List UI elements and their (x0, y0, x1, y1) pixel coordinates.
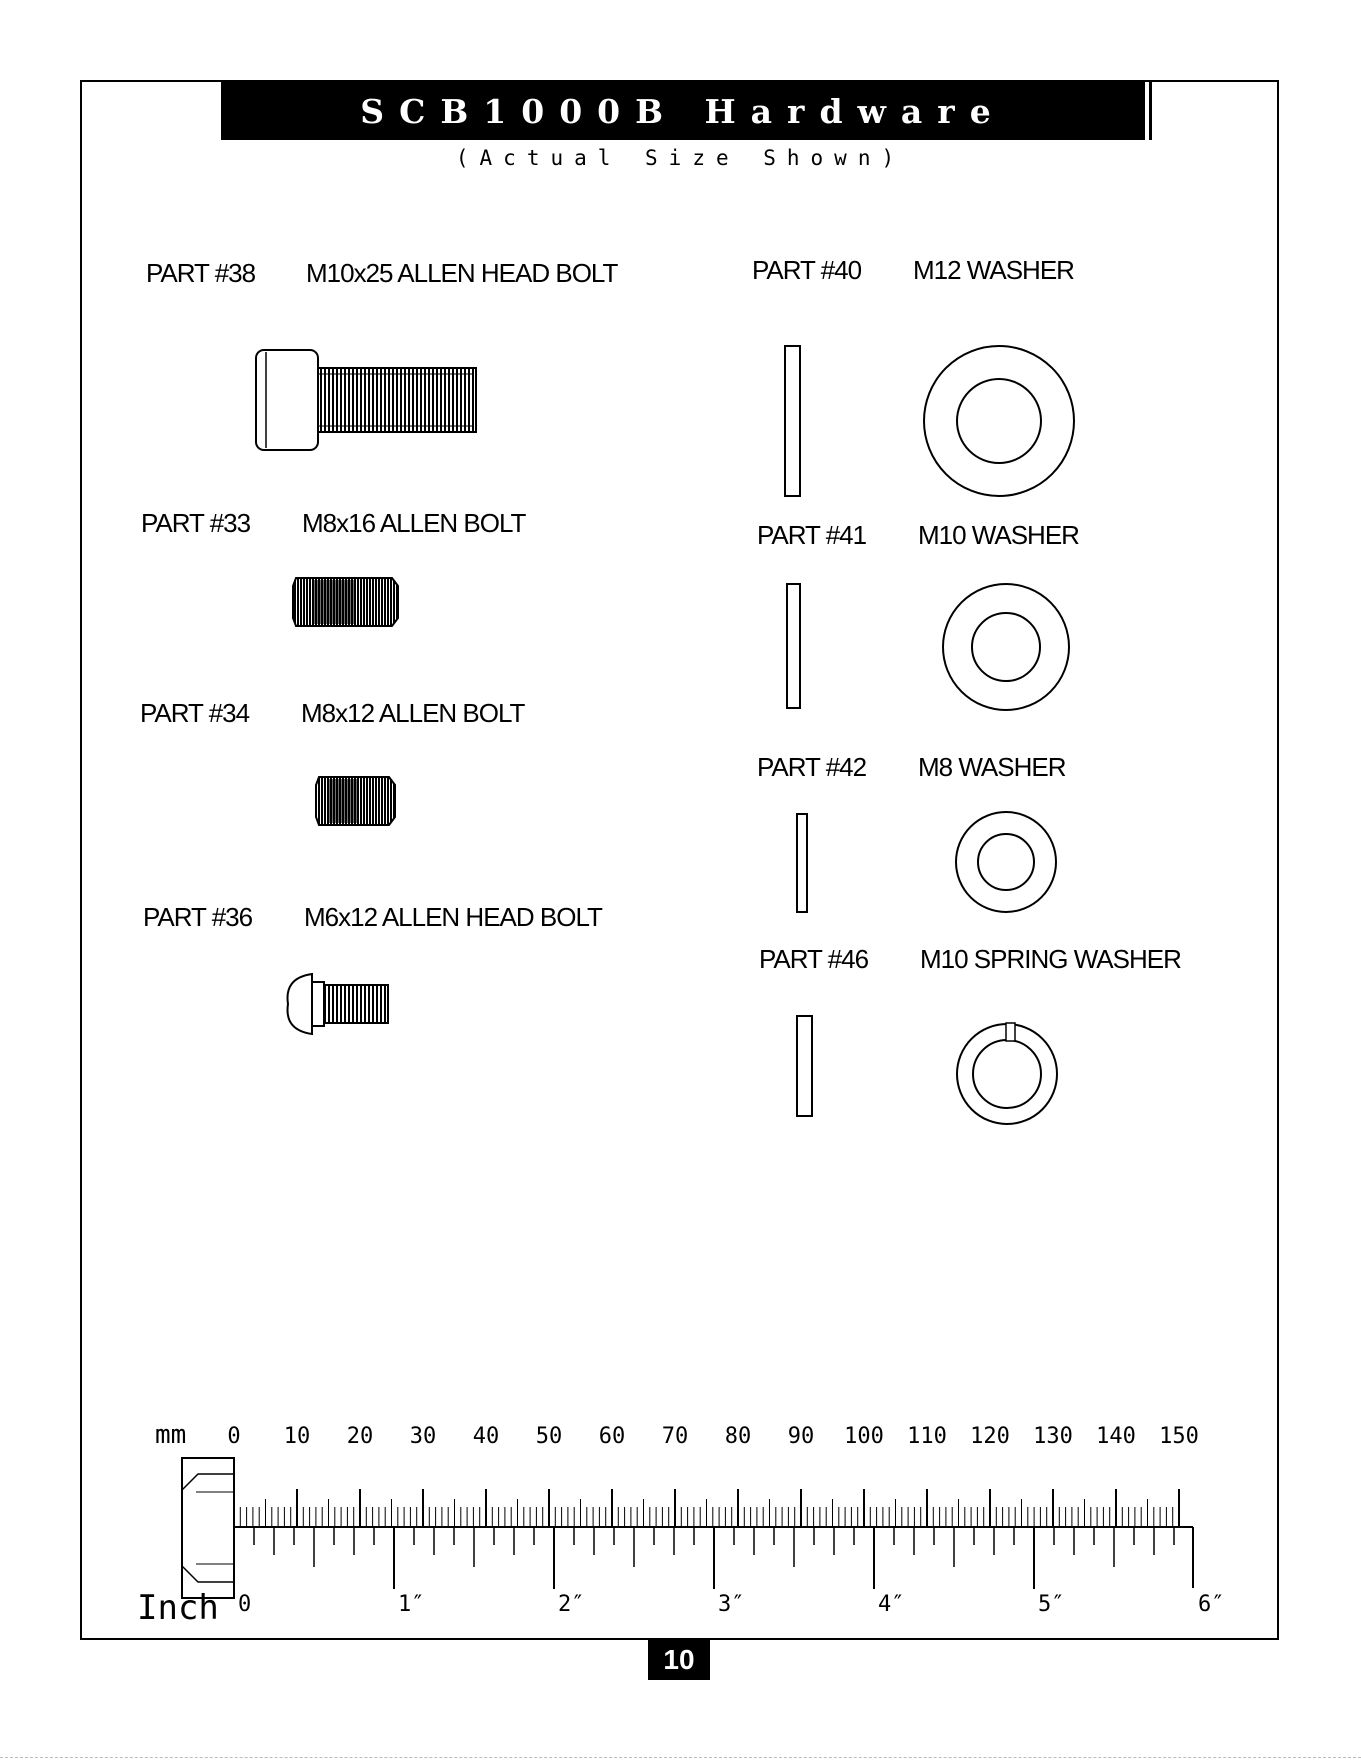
mm-tick-label: 40 (472, 1424, 500, 1449)
page-number: 10 (648, 1640, 710, 1680)
inch-tick-label: 6″ (1198, 1592, 1225, 1617)
part-number: PART #46 (759, 944, 869, 974)
inch-tick-label: 5″ (1038, 1592, 1065, 1617)
page-subtitle: (Actual Size Shown) (455, 146, 906, 170)
part-name: M8x16 ALLEN BOLT (302, 508, 526, 538)
mm-tick-label: 30 (409, 1424, 437, 1449)
part-name: M8 WASHER (918, 752, 1066, 782)
m10-spring-washer-icon (797, 1016, 1057, 1124)
measurement-ruler (182, 1458, 1193, 1598)
part-name: M6x12 ALLEN HEAD BOLT (304, 902, 602, 932)
mm-tick-label: 80 (724, 1424, 752, 1449)
part-name: M12 WASHER (913, 255, 1074, 285)
part-name: M8x12 ALLEN BOLT (301, 698, 525, 728)
inch-tick-label: 2″ (558, 1592, 585, 1617)
m8x12-allen-bolt-icon (316, 777, 395, 825)
mm-tick-label: 140 (1096, 1424, 1136, 1449)
m10-washer-icon (787, 584, 1069, 710)
mm-tick-label: 120 (970, 1424, 1010, 1449)
m12-washer-icon (785, 346, 1074, 496)
hex-bolt-head-icon (182, 1458, 234, 1598)
mm-tick-label: 110 (907, 1424, 947, 1449)
m8x16-allen-bolt-icon (293, 578, 398, 626)
m8-washer-icon (797, 812, 1056, 912)
inch-tick-label: 1″ (398, 1592, 425, 1617)
m6x12-allen-head-bolt-icon (288, 974, 389, 1034)
inch-tick-label: 4″ (878, 1592, 905, 1617)
mm-tick-marks (234, 1489, 1179, 1527)
ruler-inch-label: Inch (137, 1588, 219, 1628)
page-edge-line (0, 1757, 1361, 1758)
mm-tick-label: 20 (346, 1424, 374, 1449)
part-name: M10 SPRING WASHER (920, 944, 1181, 974)
part-number: PART #33 (141, 508, 251, 538)
mm-tick-label: 0 (227, 1424, 241, 1449)
part-name: M10x25 ALLEN HEAD BOLT (306, 258, 618, 288)
part-number: PART #40 (752, 255, 862, 285)
mm-tick-label: 10 (283, 1424, 311, 1449)
part-number: PART #34 (140, 698, 250, 728)
mm-tick-label: 60 (598, 1424, 626, 1449)
page-title: SCB1000B Hardware (360, 91, 1006, 131)
part-number: PART #36 (143, 902, 253, 932)
part-number: PART #38 (146, 258, 256, 288)
mm-tick-label: 90 (787, 1424, 815, 1449)
inch-tick-label: 3″ (718, 1592, 745, 1617)
inch-tick-marks (234, 1527, 1174, 1589)
ruler-mm-label: mm (155, 1420, 187, 1450)
mm-tick-label: 50 (535, 1424, 563, 1449)
part-name: M10 WASHER (918, 520, 1079, 550)
mm-tick-label: 70 (661, 1424, 689, 1449)
inch-tick-label: 0 (238, 1592, 252, 1617)
mm-tick-label: 150 (1159, 1424, 1199, 1449)
part-number: PART #42 (757, 752, 867, 782)
mm-tick-label: 100 (844, 1424, 884, 1449)
part-number: PART #41 (757, 520, 867, 550)
mm-tick-label: 130 (1033, 1424, 1073, 1449)
m10x25-allen-head-bolt-icon (256, 350, 476, 450)
